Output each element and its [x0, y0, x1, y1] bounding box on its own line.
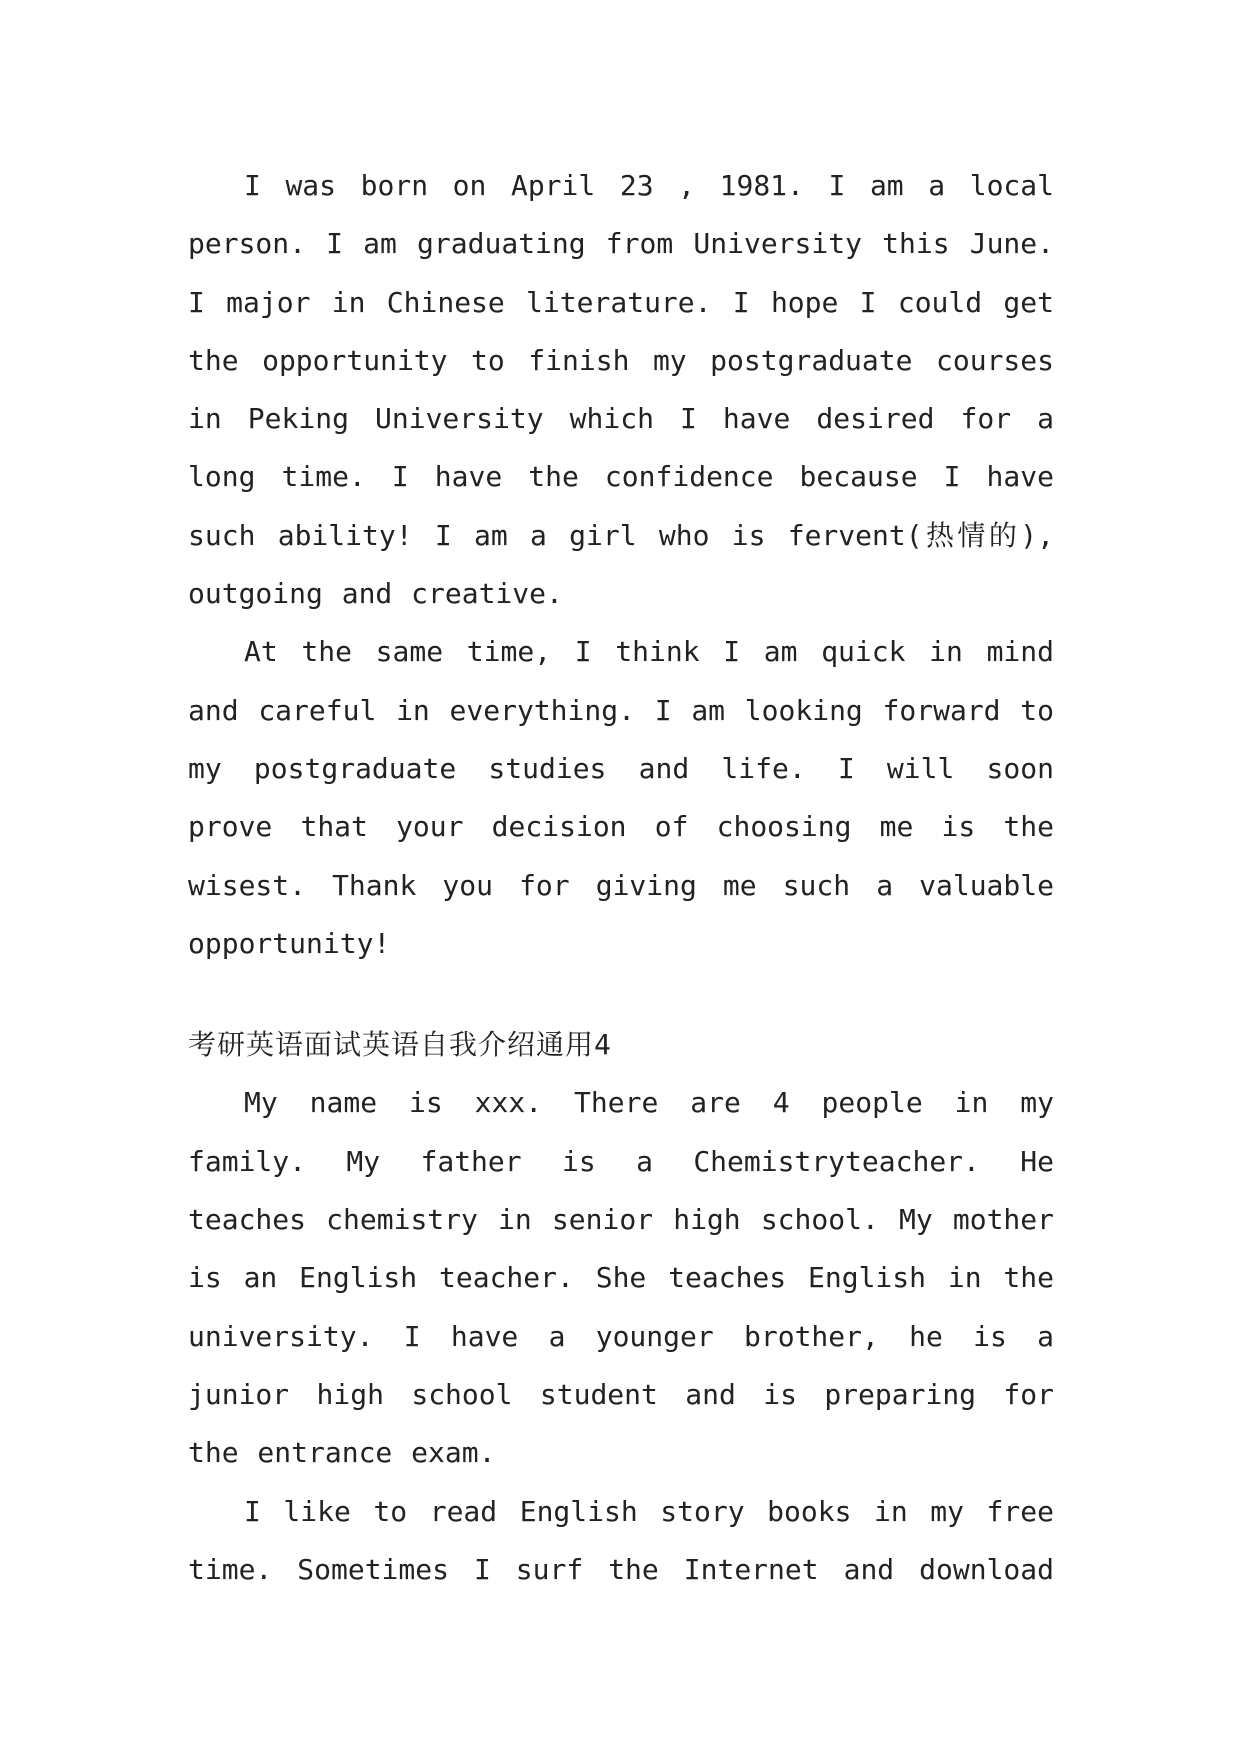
paragraph-birth-and-major: I was born on April 23 , 1981. I am a local person. I am graduating from University this June. I major in Chinese literature. I hope I could get the opportunity to finish my postgraduate courses in Peking University which I have desired for a long time. I have the confidence because I have such ability! I am a girl who is fervent(热情的), outgoing and creative. [188, 169, 1054, 611]
paragraph-hobbies: I like to read English story books in my free time. Sometimes I surf the Internet and download [188, 1494, 1054, 1586]
document-body [188, 157, 1054, 1599]
section-heading: 考研英语面试英语自我介绍通用4 [188, 1028, 612, 1062]
paragraph-family: My name is xxx. There are 4 people in my family. My father is a Chemistryteacher. He teaches chemistry in senior high school. My mother is an English teacher. She teaches English in the university. I have a younger brother, he is a junior high school student and is preparing for the entrance exam. [188, 1086, 1054, 1470]
paragraph-closing-thanks: At the same time, I think I am quick in mind and careful in everything. I am looking forward to my postgraduate studies and life. I will soon prove that your decision of choosing me is the wisest. Thank you for giving me such a valuable opportunity! [188, 635, 1054, 960]
